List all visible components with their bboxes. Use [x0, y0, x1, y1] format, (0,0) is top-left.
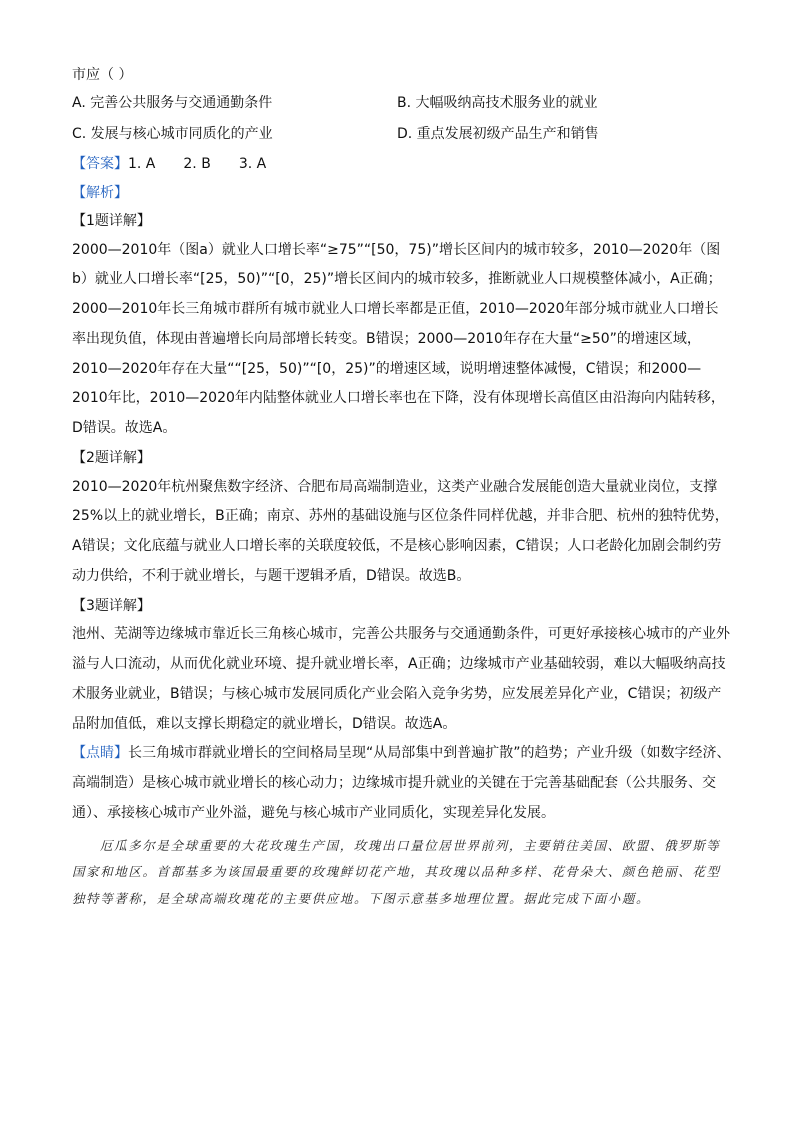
options-row-2: [72, 119, 732, 150]
answer-item-3: 3. A: [238, 156, 267, 172]
option-a[interactable]: A. 完善公共服务与交通通勤条件: [72, 95, 273, 111]
answer-item-1: 1. A: [128, 156, 156, 172]
answer-line: [72, 150, 732, 179]
next-material: 厄瓜多尔是全球重要的大花玫瑰生产国，玫瑰出口量位居世界前列，主要销往美国、欧盟、俄罗斯等国家和地区。首都基多为该国最重要的玫瑰鲜切花产地，其玫瑰以品种多样、花骨朵大、颜色艳丽、花型独特等著称，是全球高端玫瑰花的主要供应地。下图示意基多地理位置。据此完成下面小题。: [72, 837, 721, 906]
answer-label: 【答案】: [72, 156, 128, 172]
tip-label: 【点睛】: [72, 745, 128, 762]
option-b[interactable]: B. 大幅吸纳高技术服务业的就业: [397, 95, 598, 111]
option-d[interactable]: D. 重点发展初级产品生产和销售: [397, 126, 599, 142]
option-c[interactable]: C. 发展与核心城市同质化的产业: [72, 126, 273, 142]
q1-heading: 【1题详解】: [72, 213, 151, 229]
tip-body: 长三角城市群就业增长的空间格局呈现“从局部集中到普遍扩散”的趋势；产业升级（如数字经济、高端制造）是核心城市就业增长的核心动力；边缘城市提升就业的关键在于完善基础配套（公共服务、交通）、承接核心城市产业外溢，避免与核心城市产业同质化，实现差异化发展。: [72, 745, 731, 822]
q2-heading: 【2题详解】: [72, 450, 151, 467]
analysis-label: 【解析】: [72, 184, 128, 201]
tip-paragraph: [72, 739, 732, 828]
q3-body: 池州、芜湖等边缘城市靠近长三角核心城市，完善公共服务与交通通勤条件，可更好承接核心城市的产业外溢与人口流动，从而优化就业环境、提升就业增长率，A正确；边缘城市产业基础较弱，难以大幅吸纳高技术服务业就业，B错误；与核心城市发展同质化产业会陷入竞争劣势，应发展差异化产业，C错误；初级产品附加值低，难以支撑长期稳定的就业增长，D错误。故选A。: [72, 626, 730, 732]
options-row-1: [72, 88, 732, 119]
q3-heading: 【3题详解】: [72, 597, 151, 614]
document-page: [72, 62, 732, 912]
q1-body: 2000—2010年（图a）就业人口增长率“≥75”“[50，75)”增长区间内的城市较多，2010—2020年（图b）就业人口增长率“[25，50)”“[0，25)”增长区间内的城市较多，推断就业人口规模整体减小，A正确；2000—2010年长三角城市群所有城市就业人口增长率都是正值，2010—2020年部分城市就业人口增长率出现负值，体现由普遍增长向局部增长转变。B错误；2000—2010年存在大量“≥50”的增速区域，2010—2020年存在大量““[25，50)”“[0，25)”的增速区域，说明增速整体减慢，C错误；和2000—2010年比，2010—2020年内陆整体就业人口增长率也在下降，没有体现增长高值区由沿海向内陆转移，D错误。故选A。: [72, 241, 725, 437]
answer-item-2: 2. B: [183, 156, 211, 172]
q2-body: 2010—2020年杭州聚焦数字经济、合肥布局高端制造业，这类产业融合发展能创造大量就业岗位，支撑25%以上的就业增长，B正确；南京、苏州的基础设施与区位条件同样优越，并非合肥、杭州的独特优势，A错误；文化底蕴与就业人口增长率的关联度较低，不是核心影响因素，C错误；人口老龄化加剧会制约劳动力供给，不利于就业增长，与题干逻辑矛盾，D错误。故选B。: [72, 478, 729, 584]
question-tail: 市应（ ）: [72, 67, 133, 83]
